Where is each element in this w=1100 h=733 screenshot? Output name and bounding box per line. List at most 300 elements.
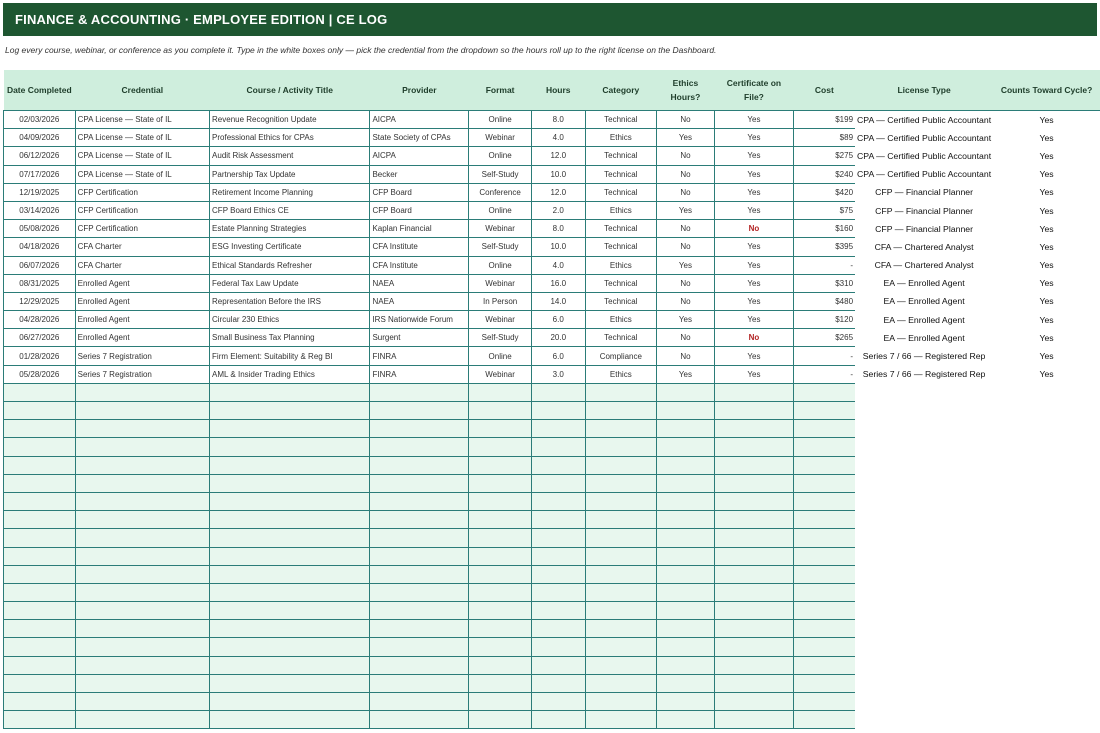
cell-format[interactable] [469, 583, 532, 601]
cell-ethics[interactable] [657, 638, 715, 656]
cell-course[interactable] [210, 492, 370, 510]
cell-credential[interactable] [75, 547, 209, 565]
cell-date[interactable]: 06/12/2026 [4, 147, 76, 165]
cell-certificate[interactable] [714, 656, 793, 674]
cell-provider[interactable]: State Society of CPAs [370, 129, 469, 147]
cell-provider[interactable] [370, 383, 469, 401]
cell-certificate[interactable]: Yes [714, 183, 793, 201]
cell-provider[interactable] [370, 638, 469, 656]
cell-date[interactable]: 04/28/2026 [4, 311, 76, 329]
cell-certificate[interactable]: No [714, 329, 793, 347]
cell-format[interactable]: Online [469, 347, 532, 365]
cell-ethics[interactable] [657, 674, 715, 692]
cell-cost[interactable]: $240 [794, 165, 855, 183]
cell-format[interactable] [469, 456, 532, 474]
cell-category[interactable] [585, 402, 657, 420]
cell-certificate[interactable] [714, 402, 793, 420]
cell-format[interactable] [469, 638, 532, 656]
cell-provider[interactable] [370, 583, 469, 601]
cell-cost[interactable]: $395 [794, 238, 855, 256]
cell-provider[interactable]: CFP Board [370, 201, 469, 219]
cell-category[interactable]: Technical [585, 147, 657, 165]
cell-ethics[interactable] [657, 711, 715, 729]
cell-ethics[interactable]: No [657, 183, 715, 201]
cell-format[interactable]: Conference [469, 183, 532, 201]
cell-cost[interactable] [794, 474, 855, 492]
cell-category[interactable] [585, 711, 657, 729]
cell-credential[interactable]: Series 7 Registration [75, 347, 209, 365]
cell-provider[interactable] [370, 711, 469, 729]
col-header-ethics[interactable]: Ethics Hours? [657, 70, 715, 111]
cell-format[interactable]: Online [469, 111, 532, 129]
cell-hours[interactable]: 4.0 [531, 256, 585, 274]
cell-format[interactable] [469, 492, 532, 510]
cell-hours[interactable] [531, 602, 585, 620]
cell-hours[interactable] [531, 474, 585, 492]
cell-provider[interactable]: AICPA [370, 147, 469, 165]
cell-category[interactable] [585, 674, 657, 692]
cell-provider[interactable]: CFA Institute [370, 256, 469, 274]
cell-ethics[interactable] [657, 565, 715, 583]
cell-credential[interactable]: Enrolled Agent [75, 292, 209, 310]
cell-provider[interactable] [370, 693, 469, 711]
cell-date[interactable] [4, 492, 76, 510]
cell-credential[interactable] [75, 511, 209, 529]
cell-ethics[interactable] [657, 456, 715, 474]
cell-credential[interactable]: CFP Certification [75, 183, 209, 201]
cell-format[interactable]: Webinar [469, 311, 532, 329]
cell-date[interactable] [4, 620, 76, 638]
cell-course[interactable]: Estate Planning Strategies [210, 220, 370, 238]
cell-format[interactable] [469, 438, 532, 456]
cell-date[interactable] [4, 547, 76, 565]
cell-cost[interactable]: - [794, 256, 855, 274]
cell-ethics[interactable] [657, 492, 715, 510]
cell-certificate[interactable]: Yes [714, 238, 793, 256]
cell-hours[interactable] [531, 656, 585, 674]
cell-certificate[interactable]: Yes [714, 201, 793, 219]
cell-ethics[interactable]: No [657, 292, 715, 310]
cell-format[interactable]: Webinar [469, 129, 532, 147]
cell-hours[interactable]: 10.0 [531, 165, 585, 183]
cell-category[interactable]: Technical [585, 292, 657, 310]
cell-format[interactable] [469, 620, 532, 638]
cell-provider[interactable] [370, 474, 469, 492]
cell-cost[interactable] [794, 456, 855, 474]
cell-date[interactable]: 05/28/2026 [4, 365, 76, 383]
cell-category[interactable]: Technical [585, 220, 657, 238]
cell-ethics[interactable]: No [657, 220, 715, 238]
cell-format[interactable] [469, 383, 532, 401]
cell-provider[interactable] [370, 529, 469, 547]
cell-credential[interactable]: CFA Charter [75, 238, 209, 256]
cell-credential[interactable] [75, 438, 209, 456]
cell-course[interactable] [210, 547, 370, 565]
cell-format[interactable] [469, 420, 532, 438]
cell-provider[interactable]: NAEA [370, 292, 469, 310]
cell-provider[interactable]: CFP Board [370, 183, 469, 201]
cell-format[interactable]: Self-Study [469, 165, 532, 183]
cell-cost[interactable]: - [794, 347, 855, 365]
cell-hours[interactable] [531, 565, 585, 583]
cell-provider[interactable]: NAEA [370, 274, 469, 292]
cell-certificate[interactable] [714, 456, 793, 474]
cell-credential[interactable]: CFP Certification [75, 201, 209, 219]
cell-certificate[interactable] [714, 565, 793, 583]
cell-certificate[interactable] [714, 529, 793, 547]
cell-hours[interactable]: 12.0 [531, 183, 585, 201]
cell-category[interactable] [585, 583, 657, 601]
cell-category[interactable] [585, 529, 657, 547]
cell-ethics[interactable]: Yes [657, 365, 715, 383]
cell-cost[interactable] [794, 620, 855, 638]
cell-credential[interactable] [75, 474, 209, 492]
cell-certificate[interactable]: Yes [714, 111, 793, 129]
cell-format[interactable] [469, 529, 532, 547]
cell-hours[interactable] [531, 674, 585, 692]
cell-credential[interactable]: CPA License — State of IL [75, 165, 209, 183]
cell-provider[interactable] [370, 547, 469, 565]
cell-format[interactable] [469, 693, 532, 711]
cell-hours[interactable]: 12.0 [531, 147, 585, 165]
cell-date[interactable] [4, 529, 76, 547]
cell-ethics[interactable]: No [657, 147, 715, 165]
cell-course[interactable] [210, 529, 370, 547]
cell-category[interactable]: Technical [585, 183, 657, 201]
cell-category[interactable] [585, 638, 657, 656]
cell-date[interactable] [4, 474, 76, 492]
cell-category[interactable] [585, 656, 657, 674]
cell-date[interactable] [4, 420, 76, 438]
cell-date[interactable]: 04/18/2026 [4, 238, 76, 256]
cell-hours[interactable]: 3.0 [531, 365, 585, 383]
cell-format[interactable] [469, 602, 532, 620]
cell-ethics[interactable]: No [657, 111, 715, 129]
cell-course[interactable] [210, 656, 370, 674]
col-header-provider[interactable]: Provider [370, 70, 469, 111]
cell-cost[interactable] [794, 583, 855, 601]
cell-date[interactable]: 12/29/2025 [4, 292, 76, 310]
cell-ethics[interactable]: Yes [657, 201, 715, 219]
cell-credential[interactable] [75, 565, 209, 583]
col-header-hours[interactable]: Hours [531, 70, 585, 111]
cell-credential[interactable] [75, 402, 209, 420]
cell-provider[interactable] [370, 420, 469, 438]
cell-certificate[interactable]: Yes [714, 147, 793, 165]
cell-date[interactable] [4, 456, 76, 474]
cell-provider[interactable] [370, 402, 469, 420]
cell-cost[interactable] [794, 420, 855, 438]
cell-provider[interactable] [370, 602, 469, 620]
cell-provider[interactable]: IRS Nationwide Forum [370, 311, 469, 329]
cell-date[interactable]: 03/14/2026 [4, 201, 76, 219]
cell-format[interactable]: Self-Study [469, 238, 532, 256]
cell-ethics[interactable]: No [657, 347, 715, 365]
cell-category[interactable] [585, 474, 657, 492]
cell-cost[interactable] [794, 638, 855, 656]
cell-cost[interactable] [794, 402, 855, 420]
cell-provider[interactable] [370, 511, 469, 529]
cell-category[interactable] [585, 547, 657, 565]
cell-format[interactable]: Self-Study [469, 329, 532, 347]
cell-cost[interactable]: $265 [794, 329, 855, 347]
cell-certificate[interactable] [714, 547, 793, 565]
cell-category[interactable] [585, 456, 657, 474]
cell-cost[interactable] [794, 383, 855, 401]
cell-course[interactable] [210, 602, 370, 620]
cell-course[interactable] [210, 674, 370, 692]
cell-cost[interactable]: $120 [794, 311, 855, 329]
cell-category[interactable]: Compliance [585, 347, 657, 365]
cell-date[interactable] [4, 656, 76, 674]
cell-certificate[interactable] [714, 711, 793, 729]
cell-course[interactable]: Small Business Tax Planning [210, 329, 370, 347]
cell-provider[interactable]: FINRA [370, 347, 469, 365]
cell-ethics[interactable] [657, 383, 715, 401]
cell-ethics[interactable] [657, 511, 715, 529]
cell-certificate[interactable] [714, 511, 793, 529]
cell-hours[interactable] [531, 583, 585, 601]
cell-course[interactable]: Retirement Income Planning [210, 183, 370, 201]
cell-format[interactable] [469, 711, 532, 729]
cell-format[interactable] [469, 674, 532, 692]
cell-date[interactable] [4, 602, 76, 620]
cell-certificate[interactable]: Yes [714, 365, 793, 383]
cell-certificate[interactable] [714, 438, 793, 456]
cell-date[interactable] [4, 583, 76, 601]
cell-certificate[interactable]: Yes [714, 129, 793, 147]
cell-ethics[interactable]: No [657, 238, 715, 256]
cell-ethics[interactable]: No [657, 165, 715, 183]
cell-course[interactable]: Audit Risk Assessment [210, 147, 370, 165]
cell-hours[interactable] [531, 420, 585, 438]
cell-certificate[interactable] [714, 474, 793, 492]
cell-ethics[interactable] [657, 438, 715, 456]
cell-hours[interactable]: 8.0 [531, 111, 585, 129]
cell-course[interactable] [210, 438, 370, 456]
cell-cost[interactable]: $160 [794, 220, 855, 238]
cell-category[interactable]: Technical [585, 165, 657, 183]
cell-hours[interactable]: 6.0 [531, 347, 585, 365]
cell-credential[interactable] [75, 383, 209, 401]
cell-course[interactable] [210, 638, 370, 656]
cell-ethics[interactable] [657, 474, 715, 492]
cell-category[interactable] [585, 438, 657, 456]
cell-certificate[interactable] [714, 583, 793, 601]
cell-cost[interactable] [794, 547, 855, 565]
cell-credential[interactable]: CPA License — State of IL [75, 111, 209, 129]
col-header-credential[interactable]: Credential [75, 70, 209, 111]
cell-course[interactable] [210, 711, 370, 729]
cell-credential[interactable] [75, 693, 209, 711]
cell-provider[interactable]: CFA Institute [370, 238, 469, 256]
cell-credential[interactable]: CPA License — State of IL [75, 129, 209, 147]
cell-cost[interactable]: $420 [794, 183, 855, 201]
cell-credential[interactable] [75, 529, 209, 547]
cell-cost[interactable]: $75 [794, 201, 855, 219]
cell-provider[interactable] [370, 438, 469, 456]
cell-course[interactable]: Partnership Tax Update [210, 165, 370, 183]
cell-ethics[interactable]: Yes [657, 256, 715, 274]
cell-course[interactable]: Professional Ethics for CPAs [210, 129, 370, 147]
cell-certificate[interactable] [714, 638, 793, 656]
col-header-category[interactable]: Category [585, 70, 657, 111]
cell-category[interactable]: Ethics [585, 365, 657, 383]
cell-credential[interactable] [75, 620, 209, 638]
cell-date[interactable]: 04/09/2026 [4, 129, 76, 147]
col-header-format[interactable]: Format [469, 70, 532, 111]
cell-hours[interactable] [531, 638, 585, 656]
cell-course[interactable]: Circular 230 Ethics [210, 311, 370, 329]
cell-format[interactable]: Online [469, 256, 532, 274]
cell-format[interactable]: Webinar [469, 220, 532, 238]
cell-certificate[interactable]: Yes [714, 347, 793, 365]
cell-category[interactable]: Ethics [585, 311, 657, 329]
cell-format[interactable] [469, 474, 532, 492]
cell-provider[interactable]: AICPA [370, 111, 469, 129]
cell-course[interactable]: CFP Board Ethics CE [210, 201, 370, 219]
cell-date[interactable] [4, 383, 76, 401]
cell-hours[interactable]: 6.0 [531, 311, 585, 329]
col-header-course[interactable]: Course / Activity Title [210, 70, 370, 111]
cell-category[interactable] [585, 383, 657, 401]
cell-hours[interactable] [531, 693, 585, 711]
cell-cost[interactable]: - [794, 365, 855, 383]
cell-certificate[interactable] [714, 674, 793, 692]
cell-ethics[interactable] [657, 583, 715, 601]
cell-date[interactable]: 06/07/2026 [4, 256, 76, 274]
cell-date[interactable] [4, 638, 76, 656]
cell-hours[interactable]: 4.0 [531, 129, 585, 147]
cell-hours[interactable]: 10.0 [531, 238, 585, 256]
cell-provider[interactable] [370, 656, 469, 674]
cell-hours[interactable]: 16.0 [531, 274, 585, 292]
cell-date[interactable] [4, 674, 76, 692]
cell-ethics[interactable] [657, 602, 715, 620]
cell-course[interactable]: ESG Investing Certificate [210, 238, 370, 256]
cell-category[interactable]: Technical [585, 274, 657, 292]
cell-provider[interactable]: Becker [370, 165, 469, 183]
cell-date[interactable]: 01/28/2026 [4, 347, 76, 365]
cell-category[interactable]: Technical [585, 238, 657, 256]
cell-ethics[interactable]: No [657, 329, 715, 347]
cell-hours[interactable] [531, 492, 585, 510]
cell-course[interactable] [210, 583, 370, 601]
cell-ethics[interactable]: No [657, 274, 715, 292]
cell-provider[interactable]: FINRA [370, 365, 469, 383]
cell-course[interactable]: Revenue Recognition Update [210, 111, 370, 129]
cell-credential[interactable]: CFP Certification [75, 220, 209, 238]
cell-date[interactable]: 02/03/2026 [4, 111, 76, 129]
cell-cost[interactable] [794, 674, 855, 692]
cell-credential[interactable] [75, 638, 209, 656]
cell-certificate[interactable]: No [714, 220, 793, 238]
cell-date[interactable]: 08/31/2025 [4, 274, 76, 292]
cell-credential[interactable]: Enrolled Agent [75, 311, 209, 329]
cell-course[interactable]: Firm Element: Suitability & Reg BI [210, 347, 370, 365]
cell-credential[interactable] [75, 602, 209, 620]
cell-cost[interactable] [794, 565, 855, 583]
cell-course[interactable]: Representation Before the IRS [210, 292, 370, 310]
cell-cost[interactable]: $199 [794, 111, 855, 129]
cell-format[interactable] [469, 565, 532, 583]
cell-cost[interactable]: $310 [794, 274, 855, 292]
cell-cost[interactable]: $89 [794, 129, 855, 147]
cell-hours[interactable] [531, 711, 585, 729]
cell-format[interactable]: Online [469, 201, 532, 219]
cell-cost[interactable] [794, 711, 855, 729]
cell-hours[interactable] [531, 547, 585, 565]
cell-category[interactable] [585, 693, 657, 711]
cell-category[interactable] [585, 420, 657, 438]
cell-cost[interactable] [794, 693, 855, 711]
cell-format[interactable] [469, 511, 532, 529]
cell-cost[interactable]: $480 [794, 292, 855, 310]
cell-certificate[interactable]: Yes [714, 292, 793, 310]
cell-hours[interactable]: 14.0 [531, 292, 585, 310]
cell-credential[interactable] [75, 420, 209, 438]
cell-hours[interactable] [531, 511, 585, 529]
cell-hours[interactable] [531, 456, 585, 474]
cell-certificate[interactable]: Yes [714, 311, 793, 329]
cell-course[interactable] [210, 565, 370, 583]
cell-format[interactable]: In Person [469, 292, 532, 310]
cell-hours[interactable] [531, 402, 585, 420]
cell-hours[interactable] [531, 529, 585, 547]
cell-course[interactable] [210, 383, 370, 401]
cell-format[interactable]: Webinar [469, 365, 532, 383]
cell-date[interactable] [4, 565, 76, 583]
cell-cost[interactable] [794, 602, 855, 620]
cell-date[interactable] [4, 693, 76, 711]
cell-format[interactable] [469, 547, 532, 565]
cell-category[interactable]: Technical [585, 111, 657, 129]
col-header-cost[interactable]: Cost [794, 70, 855, 111]
cell-credential[interactable] [75, 656, 209, 674]
cell-course[interactable]: Federal Tax Law Update [210, 274, 370, 292]
cell-cost[interactable] [794, 438, 855, 456]
cell-format[interactable] [469, 656, 532, 674]
cell-cost[interactable] [794, 492, 855, 510]
cell-credential[interactable] [75, 492, 209, 510]
cell-ethics[interactable] [657, 693, 715, 711]
cell-category[interactable] [585, 602, 657, 620]
cell-ethics[interactable] [657, 620, 715, 638]
cell-category[interactable]: Ethics [585, 129, 657, 147]
cell-course[interactable] [210, 402, 370, 420]
cell-course[interactable]: Ethical Standards Refresher [210, 256, 370, 274]
cell-course[interactable] [210, 420, 370, 438]
cell-hours[interactable] [531, 620, 585, 638]
cell-credential[interactable] [75, 711, 209, 729]
cell-certificate[interactable] [714, 620, 793, 638]
cell-certificate[interactable] [714, 693, 793, 711]
cell-ethics[interactable] [657, 402, 715, 420]
cell-category[interactable]: Ethics [585, 256, 657, 274]
cell-provider[interactable] [370, 565, 469, 583]
col-header-counts[interactable]: Counts Toward Cycle? [993, 70, 1100, 111]
cell-category[interactable] [585, 511, 657, 529]
cell-date[interactable]: 05/08/2026 [4, 220, 76, 238]
cell-date[interactable]: 07/17/2026 [4, 165, 76, 183]
cell-date[interactable] [4, 438, 76, 456]
cell-credential[interactable] [75, 583, 209, 601]
cell-hours[interactable]: 20.0 [531, 329, 585, 347]
cell-course[interactable] [210, 474, 370, 492]
cell-credential[interactable]: Enrolled Agent [75, 274, 209, 292]
cell-category[interactable]: Technical [585, 329, 657, 347]
cell-provider[interactable] [370, 620, 469, 638]
